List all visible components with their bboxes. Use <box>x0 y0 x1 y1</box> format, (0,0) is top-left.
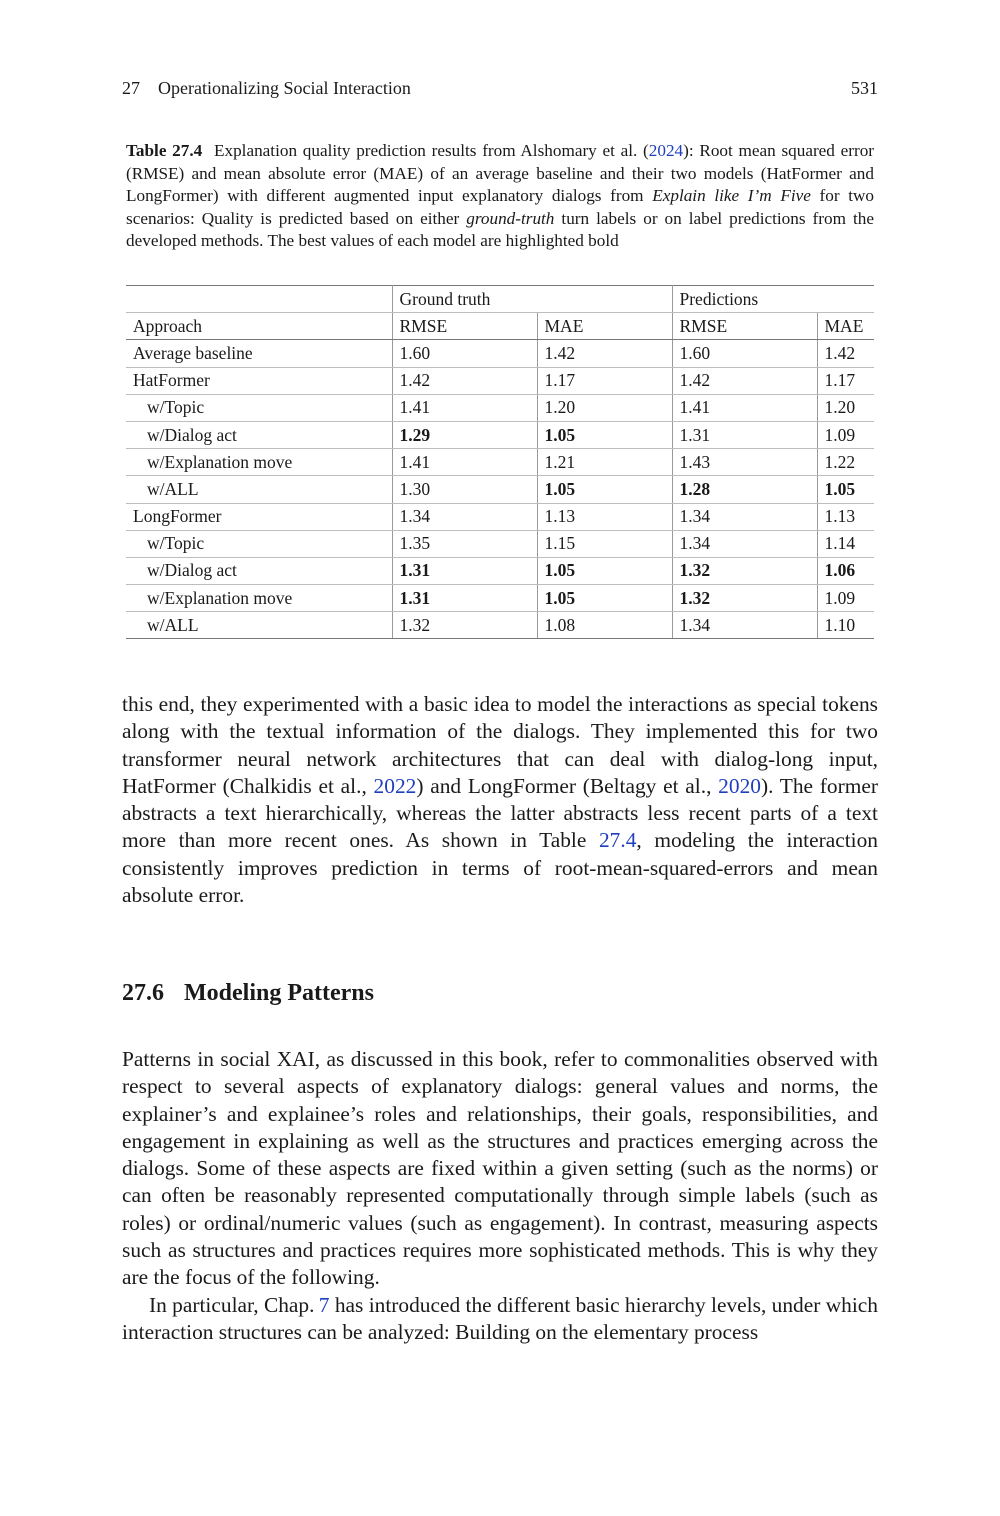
value-cell-gt-mae: 1.05 <box>537 557 672 584</box>
citation-link[interactable]: 2020 <box>718 773 761 798</box>
chapter-title: 27 Operationalizing Social Interaction <box>122 78 411 98</box>
body-paragraph-1: this end, they experimented with a basic idea to model the interactions as special tokens along with the textual information of the dialogs. They implemented this for two transformer neural network architectures that can deal with dialog-long input, HatFormer (Chalkidis et al., 2022) and LongFormer (Beltagy et al., 2020). The former abstracts a text hierarchically, whereas the latter abstracts less recent parts of a text more than more recent ones. As shown in Table 27.4, modeling the interaction consistently improves prediction in terms of root-mean-squared-errors and mean absolute error. <box>122 692 878 908</box>
approach-cell: LongFormer <box>126 503 392 530</box>
value-cell-pr-mae: 1.17 <box>817 367 874 394</box>
approach-cell: w/Explanation move <box>126 585 392 612</box>
group-header-predictions: Predictions <box>672 286 874 313</box>
value-cell-gt-rmse: 1.31 <box>392 557 537 584</box>
column-header: MAE <box>537 313 672 340</box>
value-cell-pr-rmse: 1.32 <box>672 557 817 584</box>
page-number: 531 <box>851 78 878 98</box>
chapter-reference-link[interactable]: 7 <box>318 1293 330 1317</box>
value-cell-gt-mae: 1.20 <box>537 394 672 421</box>
value-cell-pr-rmse: 1.34 <box>672 530 817 557</box>
approach-cell: w/Topic <box>126 394 392 421</box>
table-caption: Table 27.4 Explanation quality prediction results from Alshomary et al. (2024): Root mean squared error (RMSE) and mean absolute error (MAE) of an average baseline and their two models (HatFormer and LongFormer) with different augmented input explanatory dialogs from Explain like I’m Five for two scenarios: Quality is predicted based on either ground-truth turn labels or on label predictions from the developed methods. The best values of each model are highlighted bold <box>126 141 875 251</box>
table-column-header-row <box>126 313 874 340</box>
value-cell-pr-mae: 1.09 <box>817 585 874 612</box>
value-cell-pr-mae: 1.20 <box>817 394 874 421</box>
group-header-ground-truth: Ground truth <box>392 286 672 313</box>
table-row <box>126 530 874 557</box>
table-row <box>126 367 874 394</box>
value-cell-gt-mae: 1.05 <box>537 421 672 448</box>
approach-cell: w/ALL <box>126 612 392 639</box>
value-cell-pr-rmse: 1.34 <box>672 503 817 530</box>
column-header: RMSE <box>672 313 817 340</box>
approach-cell: Average baseline <box>126 340 392 367</box>
approach-cell: HatFormer <box>126 367 392 394</box>
results-table <box>126 285 874 639</box>
value-cell-gt-mae: 1.05 <box>537 585 672 612</box>
empty-header-cell <box>126 286 392 313</box>
table-row <box>126 585 874 612</box>
section-title: Modeling Patterns <box>184 980 374 1006</box>
table-row <box>126 340 874 367</box>
value-cell-pr-mae: 1.42 <box>817 340 874 367</box>
value-cell-gt-mae: 1.42 <box>537 340 672 367</box>
table-row <box>126 394 874 421</box>
value-cell-pr-mae: 1.22 <box>817 449 874 476</box>
table-group-header-row <box>126 286 874 313</box>
table-row <box>126 503 874 530</box>
value-cell-gt-rmse: 1.42 <box>392 367 537 394</box>
approach-cell: w/Dialog act <box>126 557 392 584</box>
value-cell-pr-mae: 1.06 <box>817 557 874 584</box>
approach-cell: w/Dialog act <box>126 421 392 448</box>
value-cell-gt-rmse: 1.35 <box>392 530 537 557</box>
approach-cell: w/Explanation move <box>126 449 392 476</box>
citation-link[interactable]: 2024 <box>648 141 684 160</box>
column-header: MAE <box>817 313 874 340</box>
value-cell-gt-rmse: 1.32 <box>392 612 537 639</box>
value-cell-gt-mae: 1.08 <box>537 612 672 639</box>
value-cell-gt-rmse: 1.60 <box>392 340 537 367</box>
table-reference-link[interactable]: 27.4 <box>598 828 637 853</box>
section-number: 27.6 <box>122 980 164 1006</box>
value-cell-pr-rmse: 1.42 <box>672 367 817 394</box>
table-row <box>126 421 874 448</box>
value-cell-gt-rmse: 1.30 <box>392 476 537 503</box>
value-cell-gt-rmse: 1.41 <box>392 449 537 476</box>
value-cell-gt-rmse: 1.41 <box>392 394 537 421</box>
value-cell-pr-mae: 1.13 <box>817 503 874 530</box>
column-header: Approach <box>126 313 392 340</box>
value-cell-gt-mae: 1.21 <box>537 449 672 476</box>
value-cell-gt-mae: 1.17 <box>537 367 672 394</box>
value-cell-gt-mae: 1.13 <box>537 503 672 530</box>
value-cell-pr-mae: 1.14 <box>817 530 874 557</box>
body-paragraph-2: Patterns in social XAI, as discussed in this book, refer to commonalities observed with respect to several aspects of explanatory dialogs: general values and norms, the explainer’s and explainee’s roles and relationships, their goals, responsibilities, and engagement in explaining as well as the structures and practices emerging across the dialogs. Some of these aspects are fixed within a given setting (such as the norms) or can often be reasonably represented computationally through simple labels (such as roles) or ordinal/numeric values (such as engagement). In contrast, measuring aspects such as structures and practices requires more sophisticated methods. This is why they are the focus of the following. <box>122 1047 878 1290</box>
table-row <box>126 612 874 639</box>
section-heading <box>122 980 374 1007</box>
body-paragraph-3: In particular, Chap. 7 has introduced the different basic hierarchy levels, under which interaction structures can be analyzed: Building on the elementary process <box>122 1293 878 1345</box>
citation-link[interactable]: 2022 <box>373 773 417 798</box>
value-cell-pr-rmse: 1.28 <box>672 476 817 503</box>
value-cell-pr-rmse: 1.34 <box>672 612 817 639</box>
table-row <box>126 557 874 584</box>
value-cell-pr-rmse: 1.43 <box>672 449 817 476</box>
value-cell-pr-rmse: 1.41 <box>672 394 817 421</box>
value-cell-gt-mae: 1.15 <box>537 530 672 557</box>
value-cell-pr-rmse: 1.60 <box>672 340 817 367</box>
value-cell-gt-mae: 1.05 <box>537 476 672 503</box>
value-cell-pr-mae: 1.10 <box>817 612 874 639</box>
table-row <box>126 449 874 476</box>
value-cell-gt-rmse: 1.29 <box>392 421 537 448</box>
value-cell-pr-rmse: 1.32 <box>672 585 817 612</box>
approach-cell: w/Topic <box>126 530 392 557</box>
approach-cell: w/ALL <box>126 476 392 503</box>
value-cell-pr-mae: 1.05 <box>817 476 874 503</box>
value-cell-gt-rmse: 1.31 <box>392 585 537 612</box>
table-row <box>126 476 874 503</box>
value-cell-pr-rmse: 1.31 <box>672 421 817 448</box>
column-header: RMSE <box>392 313 537 340</box>
value-cell-gt-rmse: 1.34 <box>392 503 537 530</box>
value-cell-pr-mae: 1.09 <box>817 421 874 448</box>
table-label: Table 27.4 <box>126 141 203 160</box>
